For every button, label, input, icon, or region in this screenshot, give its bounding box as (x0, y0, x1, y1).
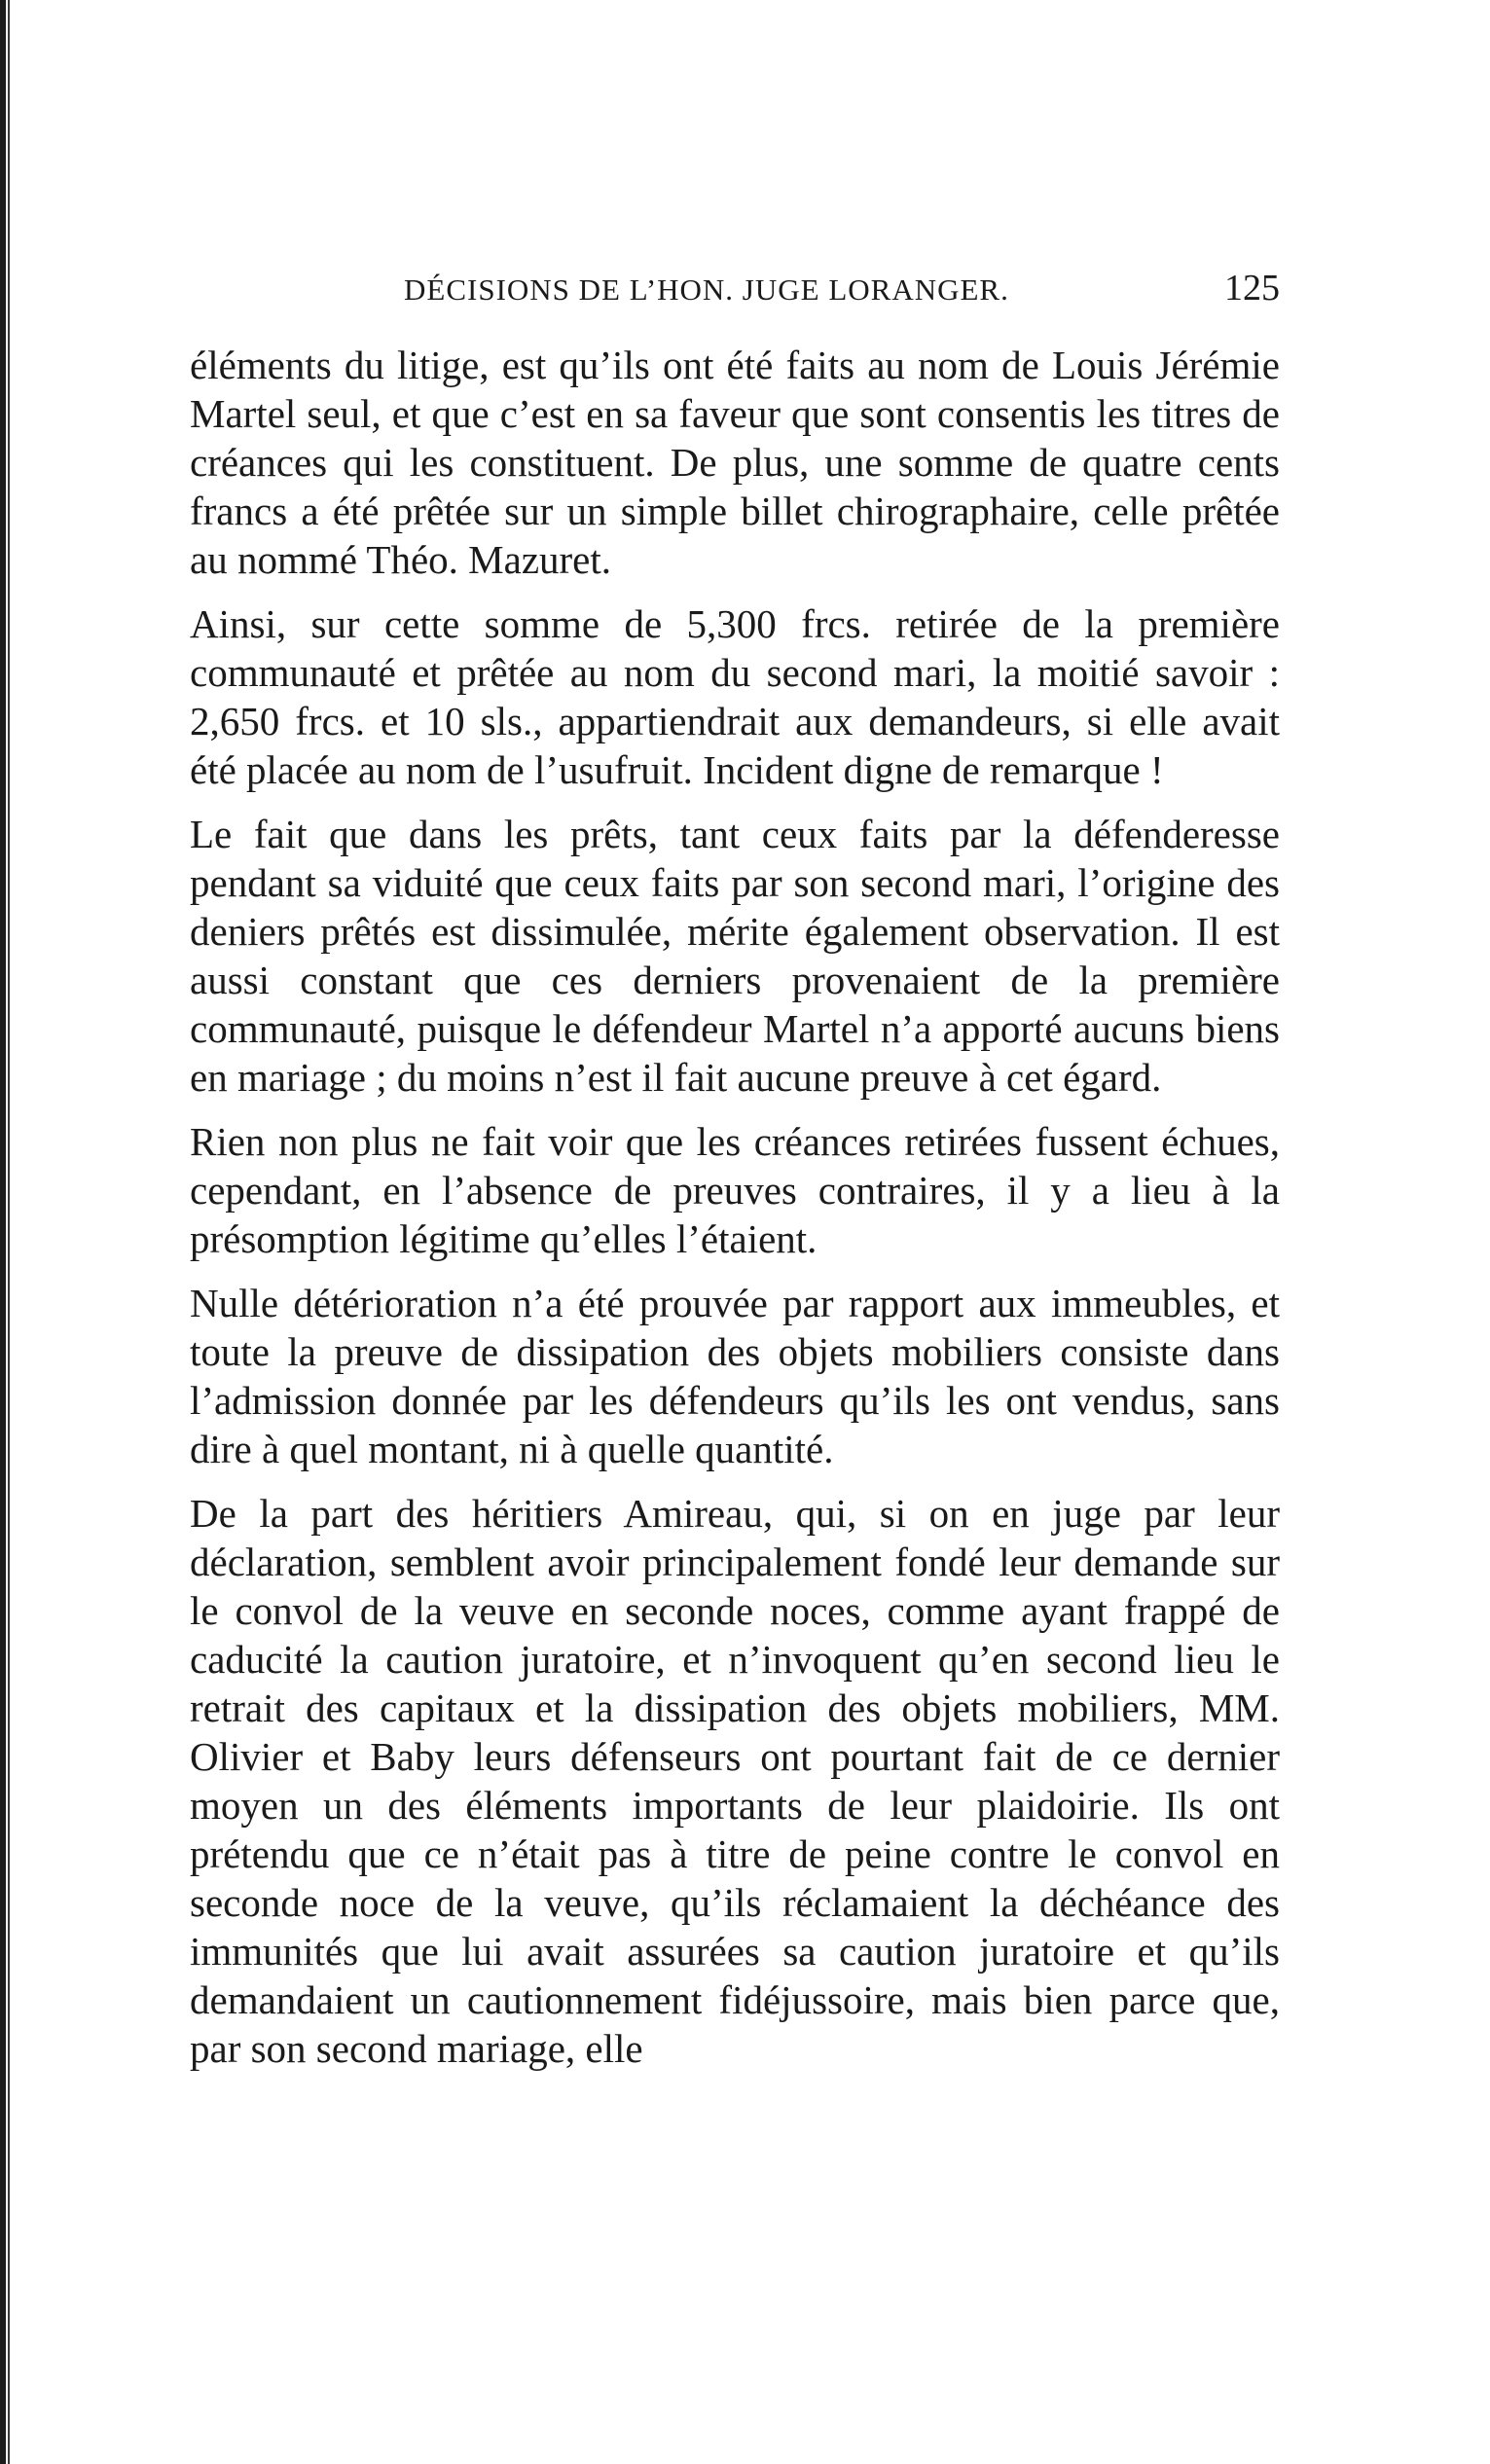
page-binding-edge-inner (8, 0, 10, 2464)
paragraph-3: Le fait que dans les prêts, tant ceux faits par la défenderesse pendant sa viduité que ceux faits par son second mari, l’origine des deniers prêtés est dissimulée, mérite également observation. Il est aussi constant que ces derniers provenaient de la première communauté, puisque le défendeur Martel n’a apporté aucuns biens en mariage ; du moins n’est il fait aucune preuve à cet égard. (190, 812, 1280, 1100)
running-header (190, 268, 1280, 321)
page-binding-edge (0, 0, 6, 2464)
paragraph-4: Rien non plus ne fait voir que les créances retirées fussent échues, cependant, en l’absence de preuves contraires, il y a lieu à la présomption légitime qu’elles l’étaient. (190, 1119, 1280, 1261)
running-header-title: DÉCISIONS DE L’HON. JUGE LORANGER. (404, 272, 1009, 307)
paragraph-5: Nulle détérioration n’a été prouvée par rapport aux immeubles, et toute la preuve de dissipation des objets mobiliers consiste dans l’admission donnée par les défendeurs qu’ils les ont vendus, sans dire à quel montant, ni à quelle quantité. (190, 1281, 1280, 1471)
paragraph-1: éléments du litige, est qu’ils ont été faits au nom de Louis Jérémie Martel seul, et que c’est en sa faveur que sont consentis les titres de créances qui les constituent. De plus, une somme de quatre cents francs a été prêtée sur un simple billet chirographaire, celle prêtée au nommé Théo. Mazuret. (190, 343, 1280, 582)
text-column (190, 341, 1280, 2088)
paragraph-2: Ainsi, sur cette somme de 5,300 frcs. retirée de la première communauté et prêtée au nom du second mari, la moitié savoir : 2,650 frcs. et 10 sls., appartiendrait aux demandeurs, si elle avait été placée au nom de l’usufruit. Incident digne de remarque ! (190, 601, 1280, 792)
page-number: 125 (1224, 268, 1280, 308)
paragraph-6: De la part des héritiers Amireau, qui, si on en juge par leur déclaration, semblent avoir principalement fondé leur demande sur le convol de la veuve en seconde noces, comme ayant frappé de caducité la caution juratoire, et n’invoquent qu’en second lieu le retrait des capitaux et la dissipation des objets mobiliers, MM. Olivier et Baby leurs défenseurs ont pourtant fait de ce dernier moyen un des éléments importants de leur plaidoirie. Ils ont prétendu que ce n’était pas à titre de peine contre le convol en seconde noce de la veuve, qu’ils réclamaient la déchéance des immunités que lui avait assurées sa caution juratoire et qu’ils demandaient un cautionnement fidéjussoire, mais bien parce que, par son second mariage, elle (190, 1491, 1280, 2071)
